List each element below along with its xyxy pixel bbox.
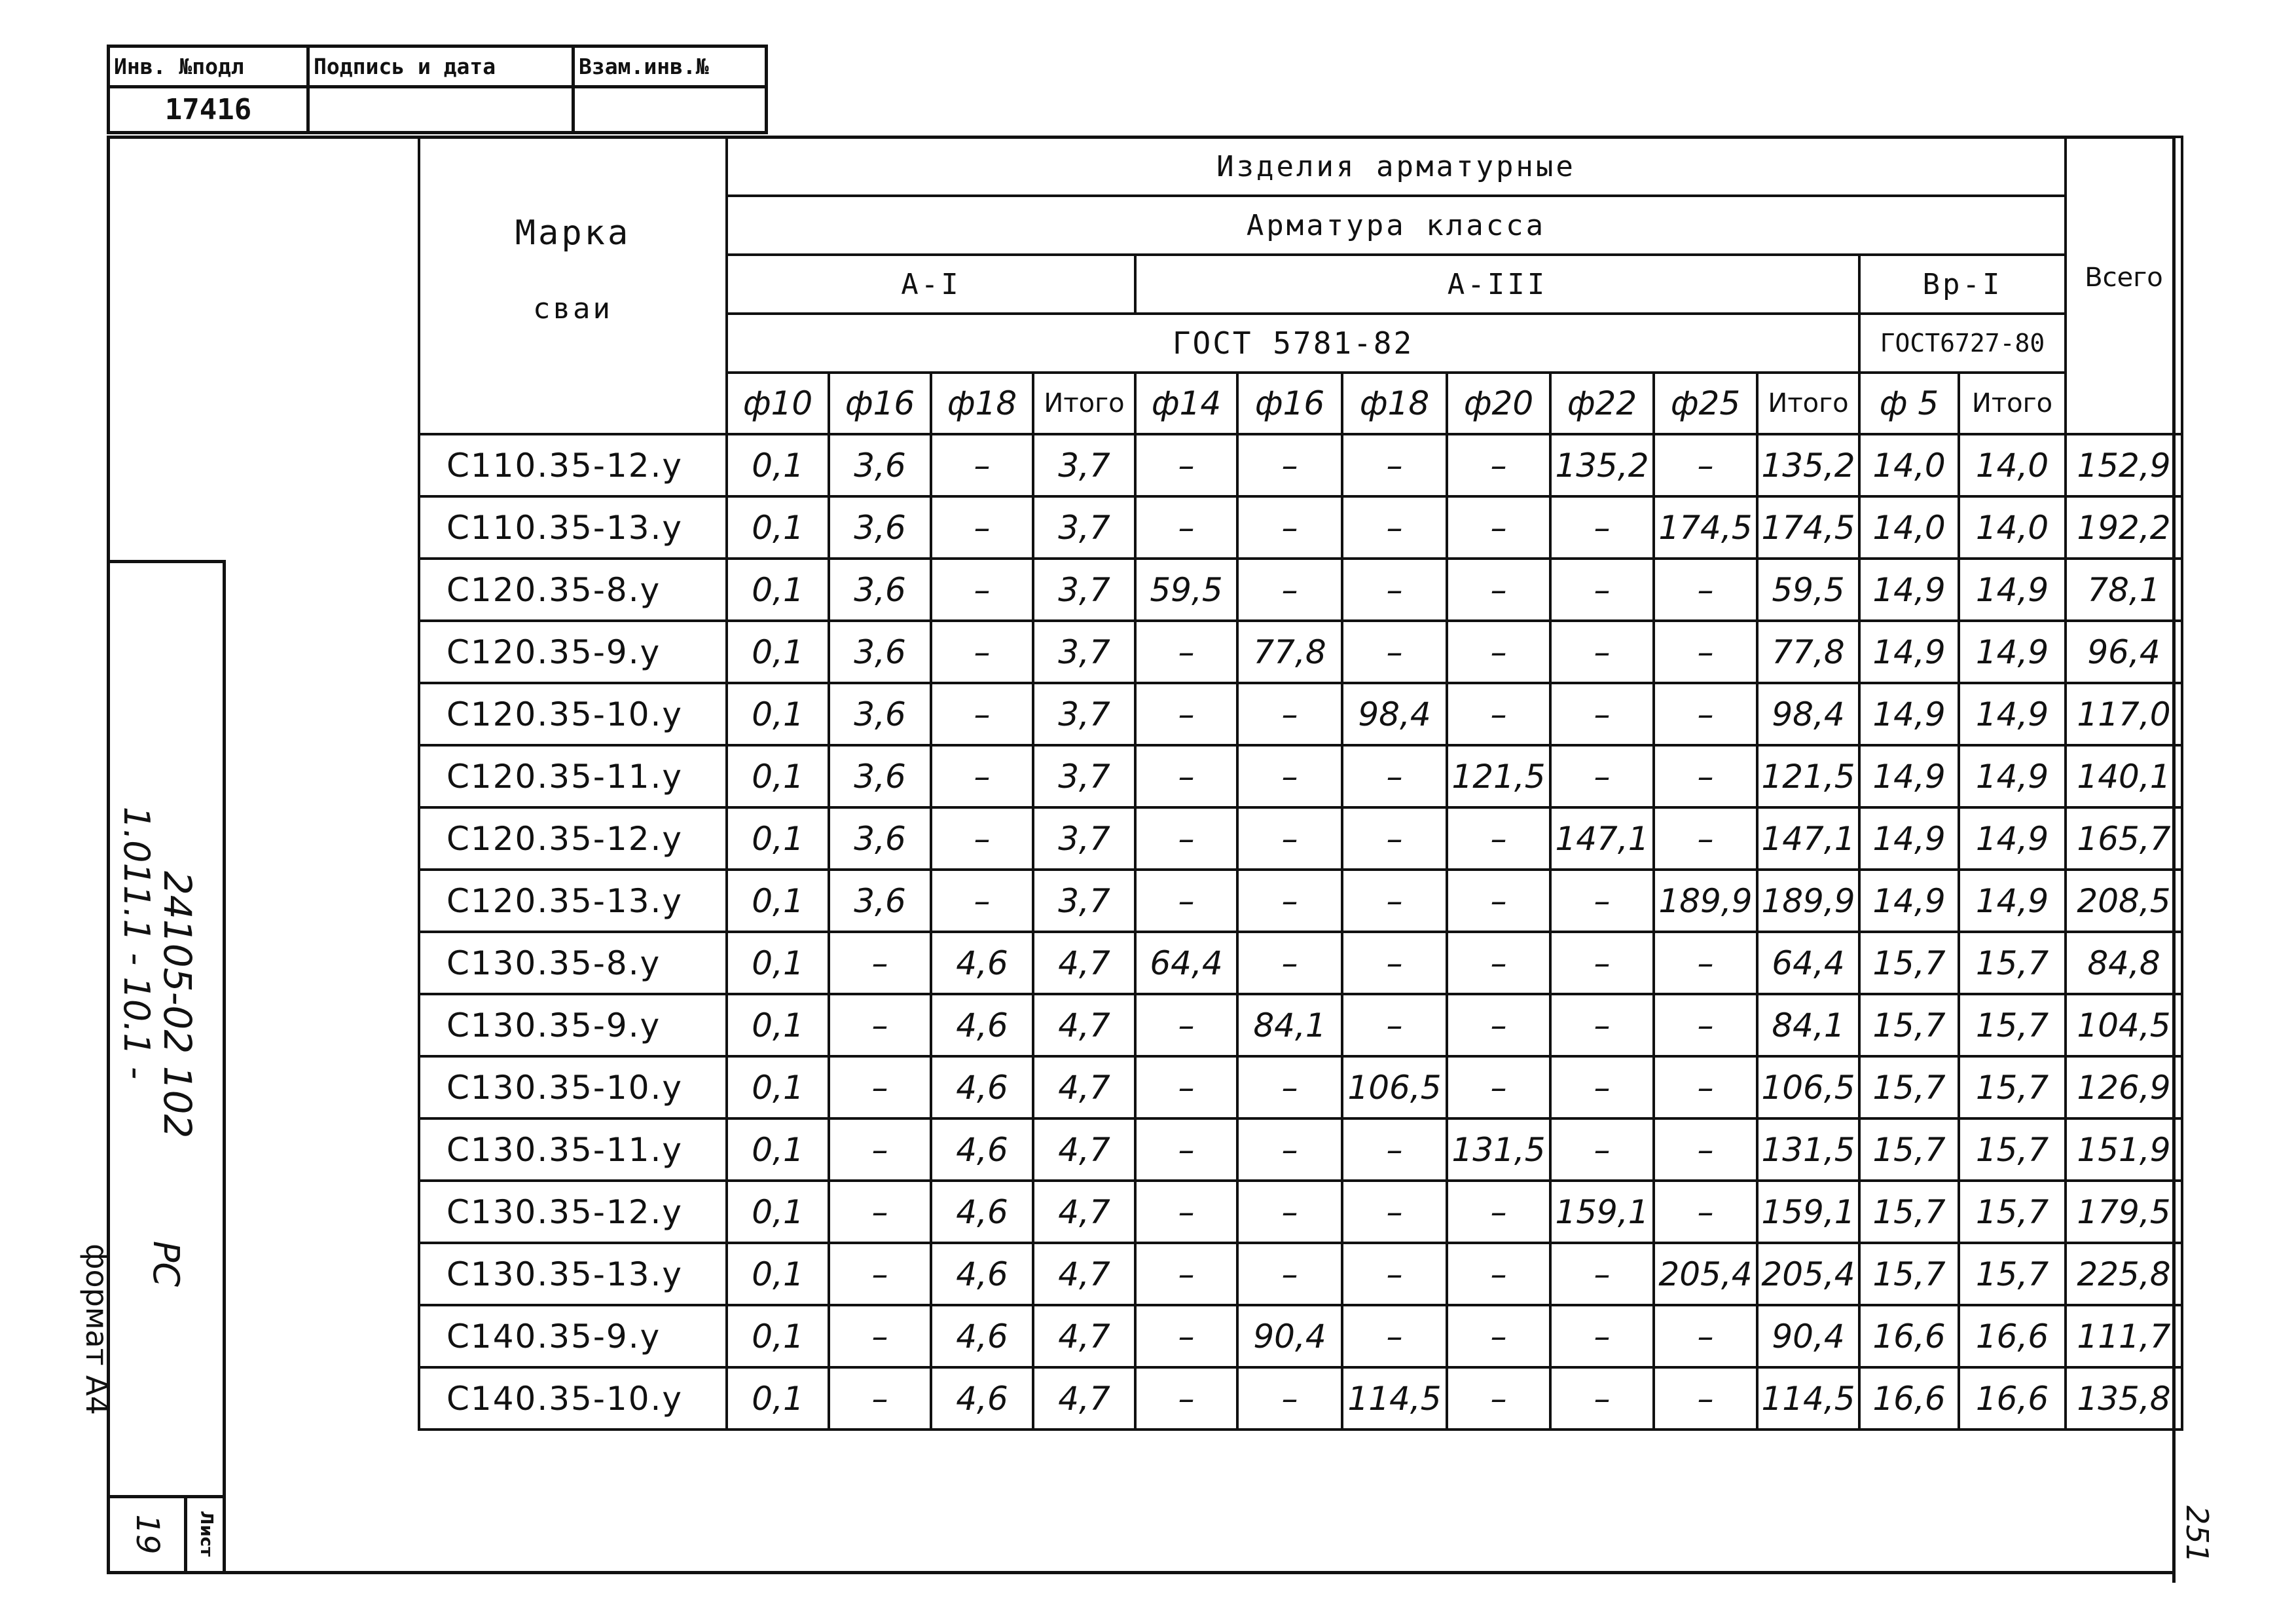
value-cell: – bbox=[1654, 559, 1757, 621]
value-cell: – bbox=[1135, 621, 1237, 683]
value-cell: – bbox=[1447, 994, 1550, 1056]
value-cell: 4,6 bbox=[931, 1181, 1033, 1243]
value-cell: 14,9 bbox=[1959, 683, 2066, 745]
value-cell: – bbox=[1237, 870, 1342, 932]
diameter-header: ф14 bbox=[1135, 373, 1237, 434]
value-cell: 159,1 bbox=[1550, 1181, 1654, 1243]
diameter-header: Итого bbox=[1757, 373, 1859, 434]
value-cell: 14,9 bbox=[1859, 807, 1959, 870]
value-cell: 15,7 bbox=[1959, 1181, 2066, 1243]
value-cell: – bbox=[1550, 1367, 1654, 1430]
value-cell: – bbox=[1654, 807, 1757, 870]
value-cell: – bbox=[1550, 1305, 1654, 1367]
value-cell: 90,4 bbox=[1757, 1305, 1859, 1367]
value-cell: 3,7 bbox=[1033, 621, 1135, 683]
value-cell: – bbox=[829, 1181, 931, 1243]
value-cell: – bbox=[1135, 745, 1237, 807]
side-rc: РС bbox=[145, 1240, 187, 1287]
value-cell: – bbox=[829, 1305, 931, 1367]
value-cell: 4,7 bbox=[1033, 932, 1135, 994]
value-cell: – bbox=[1654, 994, 1757, 1056]
value-cell: – bbox=[1135, 1367, 1237, 1430]
table-row bbox=[419, 683, 2182, 745]
value-cell: 16,6 bbox=[1959, 1367, 2066, 1430]
strip-inner-divider bbox=[184, 1495, 187, 1574]
value-cell: – bbox=[1447, 559, 1550, 621]
total-cell: 208,5 bbox=[2066, 870, 2182, 932]
value-cell: 147,1 bbox=[1757, 807, 1859, 870]
sheet-number: 19 bbox=[129, 1514, 166, 1555]
diameter-header: ф18 bbox=[931, 373, 1033, 434]
value-cell: 14,9 bbox=[1959, 621, 2066, 683]
pile-mark: С140.35-9.у bbox=[419, 1305, 727, 1367]
value-cell: 15,7 bbox=[1959, 1243, 2066, 1305]
value-cell: 0,1 bbox=[727, 1367, 829, 1430]
value-cell: 16,6 bbox=[1859, 1305, 1959, 1367]
table-row bbox=[419, 559, 2182, 621]
table-row bbox=[419, 1243, 2182, 1305]
value-cell: 174,5 bbox=[1654, 496, 1757, 559]
value-cell: – bbox=[1237, 1243, 1342, 1305]
value-cell: 0,1 bbox=[727, 1181, 829, 1243]
side-format: формат А4 bbox=[79, 1244, 115, 1415]
value-cell: 3,7 bbox=[1033, 496, 1135, 559]
value-cell: – bbox=[1447, 1305, 1550, 1367]
value-cell: – bbox=[1447, 1056, 1550, 1118]
value-cell: – bbox=[1654, 434, 1757, 496]
value-cell: 3,6 bbox=[829, 683, 931, 745]
value-cell: 15,7 bbox=[1859, 1118, 1959, 1181]
value-cell: 135,2 bbox=[1757, 434, 1859, 496]
diameter-header: ф18 bbox=[1342, 373, 1447, 434]
value-cell: 14,0 bbox=[1959, 496, 2066, 559]
value-cell: – bbox=[931, 683, 1033, 745]
value-cell: – bbox=[1447, 870, 1550, 932]
total-cell: 117,0 bbox=[2066, 683, 2182, 745]
value-cell: – bbox=[1342, 1181, 1447, 1243]
value-cell: 0,1 bbox=[727, 1305, 829, 1367]
class-a1: А-I bbox=[727, 255, 1135, 314]
value-cell: 0,1 bbox=[727, 683, 829, 745]
value-cell: 14,9 bbox=[1959, 870, 2066, 932]
value-cell: 205,4 bbox=[1757, 1243, 1859, 1305]
total-cell: 104,5 bbox=[2066, 994, 2182, 1056]
value-cell: – bbox=[1550, 932, 1654, 994]
value-cell: – bbox=[1342, 496, 1447, 559]
value-cell: – bbox=[1654, 1118, 1757, 1181]
value-cell: – bbox=[931, 496, 1033, 559]
value-cell: – bbox=[1135, 1181, 1237, 1243]
total-cell: 165,7 bbox=[2066, 807, 2182, 870]
diameter-header: ф10 bbox=[727, 373, 829, 434]
value-cell: 147,1 bbox=[1550, 807, 1654, 870]
value-cell: – bbox=[1654, 683, 1757, 745]
value-cell: 3,6 bbox=[829, 807, 931, 870]
value-cell: – bbox=[1550, 559, 1654, 621]
value-cell: – bbox=[1654, 1305, 1757, 1367]
value-cell: – bbox=[1135, 1118, 1237, 1181]
value-cell: – bbox=[1135, 1305, 1237, 1367]
replace-value bbox=[574, 87, 767, 133]
pile-mark: С120.35-9.у bbox=[419, 621, 727, 683]
value-cell: – bbox=[1550, 870, 1654, 932]
value-cell: – bbox=[1447, 1243, 1550, 1305]
value-cell: 14,9 bbox=[1859, 870, 1959, 932]
value-cell: 0,1 bbox=[727, 1243, 829, 1305]
value-cell: 3,6 bbox=[829, 621, 931, 683]
value-cell: 16,6 bbox=[1959, 1305, 2066, 1367]
class-a3: А-III bbox=[1135, 255, 1859, 314]
value-cell: – bbox=[1135, 434, 1237, 496]
diameter-header: ф16 bbox=[829, 373, 931, 434]
value-cell: – bbox=[1135, 1243, 1237, 1305]
pile-mark: С140.35-10.у bbox=[419, 1367, 727, 1430]
table-row bbox=[419, 1056, 2182, 1118]
pile-mark: С130.35-10.у bbox=[419, 1056, 727, 1118]
pile-mark: С130.35-11.у bbox=[419, 1118, 727, 1181]
mark-header bbox=[419, 137, 727, 434]
value-cell: – bbox=[1342, 559, 1447, 621]
inv-label: Инв. №подл bbox=[109, 46, 308, 87]
table-row bbox=[419, 994, 2182, 1056]
value-cell: – bbox=[829, 1118, 931, 1181]
value-cell: – bbox=[1654, 932, 1757, 994]
value-cell: – bbox=[1237, 1181, 1342, 1243]
diameter-header: ф20 bbox=[1447, 373, 1550, 434]
value-cell: 4,7 bbox=[1033, 1243, 1135, 1305]
table-row bbox=[419, 870, 2182, 932]
pile-mark: С120.35-13.у bbox=[419, 870, 727, 932]
value-cell: – bbox=[829, 994, 931, 1056]
inventory-stamp bbox=[107, 45, 768, 134]
value-cell: – bbox=[1654, 1367, 1757, 1430]
class-header: Арматура класса bbox=[727, 196, 2066, 255]
value-cell: – bbox=[1447, 496, 1550, 559]
value-cell: 0,1 bbox=[727, 434, 829, 496]
table-row bbox=[419, 621, 2182, 683]
value-cell: 15,7 bbox=[1959, 932, 2066, 994]
value-cell: – bbox=[1342, 1243, 1447, 1305]
value-cell: – bbox=[1342, 1118, 1447, 1181]
value-cell: 77,8 bbox=[1757, 621, 1859, 683]
pile-mark: С130.35-8.у bbox=[419, 932, 727, 994]
value-cell: 15,7 bbox=[1959, 994, 2066, 1056]
value-cell: – bbox=[1135, 1056, 1237, 1118]
value-cell: 14,0 bbox=[1859, 496, 1959, 559]
value-cell: 3,7 bbox=[1033, 434, 1135, 496]
table-row bbox=[419, 807, 2182, 870]
value-cell: 131,5 bbox=[1447, 1118, 1550, 1181]
value-cell: 114,5 bbox=[1757, 1367, 1859, 1430]
value-cell: 121,5 bbox=[1447, 745, 1550, 807]
value-cell: 4,6 bbox=[931, 1056, 1033, 1118]
pile-mark: С120.35-11.у bbox=[419, 745, 727, 807]
pile-mark: С130.35-9.у bbox=[419, 994, 727, 1056]
value-cell: – bbox=[1550, 1056, 1654, 1118]
value-cell: 84,1 bbox=[1757, 994, 1859, 1056]
diameter-header: ф16 bbox=[1237, 373, 1342, 434]
value-cell: 15,7 bbox=[1859, 994, 1959, 1056]
value-cell: – bbox=[1342, 932, 1447, 994]
total-cell: 111,7 bbox=[2066, 1305, 2182, 1367]
table-row bbox=[419, 745, 2182, 807]
value-cell: – bbox=[1550, 621, 1654, 683]
table-row bbox=[419, 434, 2182, 496]
value-cell: 4,7 bbox=[1033, 1305, 1135, 1367]
value-cell: 59,5 bbox=[1135, 559, 1237, 621]
value-cell: 3,7 bbox=[1033, 870, 1135, 932]
value-cell: 98,4 bbox=[1342, 683, 1447, 745]
mark-header-line1: Марка bbox=[515, 213, 631, 253]
value-cell: – bbox=[931, 745, 1033, 807]
value-cell: 0,1 bbox=[727, 1118, 829, 1181]
value-cell: – bbox=[1550, 1243, 1654, 1305]
diameter-header: Итого bbox=[1959, 373, 2066, 434]
value-cell: 14,9 bbox=[1959, 559, 2066, 621]
value-cell: 14,0 bbox=[1859, 434, 1959, 496]
value-cell: – bbox=[1447, 434, 1550, 496]
value-cell: – bbox=[1654, 745, 1757, 807]
value-cell: 4,6 bbox=[931, 1243, 1033, 1305]
pile-mark: С120.35-10.у bbox=[419, 683, 727, 745]
total-cell: 135,8 bbox=[2066, 1367, 2182, 1430]
value-cell: – bbox=[1237, 1118, 1342, 1181]
value-cell: 0,1 bbox=[727, 994, 829, 1056]
value-cell: – bbox=[1342, 745, 1447, 807]
total-cell: 140,1 bbox=[2066, 745, 2182, 807]
sign-label: Подпись и дата bbox=[308, 46, 574, 87]
value-cell: 106,5 bbox=[1757, 1056, 1859, 1118]
value-cell: 15,7 bbox=[1859, 1243, 1959, 1305]
value-cell: 3,6 bbox=[829, 870, 931, 932]
value-cell: 14,9 bbox=[1859, 621, 1959, 683]
value-cell: – bbox=[931, 621, 1033, 683]
value-cell: 15,7 bbox=[1959, 1118, 2066, 1181]
table-row bbox=[419, 1367, 2182, 1430]
value-cell: – bbox=[1654, 621, 1757, 683]
value-cell: – bbox=[1237, 1367, 1342, 1430]
diameter-header: ф22 bbox=[1550, 373, 1654, 434]
table-row bbox=[419, 932, 2182, 994]
gost-main: ГОСТ 5781-82 bbox=[727, 314, 1859, 373]
value-cell: – bbox=[1447, 683, 1550, 745]
value-cell: – bbox=[829, 1243, 931, 1305]
diameter-header: ф 5 bbox=[1859, 373, 1959, 434]
value-cell: 4,6 bbox=[931, 1367, 1033, 1430]
value-cell: 174,5 bbox=[1757, 496, 1859, 559]
value-cell: – bbox=[1342, 434, 1447, 496]
value-cell: – bbox=[931, 870, 1033, 932]
value-cell: – bbox=[1447, 1181, 1550, 1243]
value-cell: – bbox=[1550, 1118, 1654, 1181]
value-cell: – bbox=[829, 932, 931, 994]
table-row bbox=[419, 1181, 2182, 1243]
value-cell: 3,7 bbox=[1033, 807, 1135, 870]
value-cell: – bbox=[829, 1367, 931, 1430]
value-cell: – bbox=[1654, 1056, 1757, 1118]
value-cell: 77,8 bbox=[1237, 621, 1342, 683]
value-cell: – bbox=[1342, 870, 1447, 932]
total-cell: 192,2 bbox=[2066, 496, 2182, 559]
value-cell: 14,9 bbox=[1859, 559, 1959, 621]
pile-mark: С130.35-12.у bbox=[419, 1181, 727, 1243]
pile-mark: С120.35-12.у bbox=[419, 807, 727, 870]
value-cell: – bbox=[1237, 1056, 1342, 1118]
table-row bbox=[419, 1118, 2182, 1181]
total-cell: 84,8 bbox=[2066, 932, 2182, 994]
value-cell: 131,5 bbox=[1757, 1118, 1859, 1181]
value-cell: 3,7 bbox=[1033, 559, 1135, 621]
value-cell: – bbox=[1342, 621, 1447, 683]
products-header: Изделия арматурные bbox=[727, 137, 2066, 196]
value-cell: 0,1 bbox=[727, 559, 829, 621]
value-cell: – bbox=[1447, 932, 1550, 994]
value-cell: 0,1 bbox=[727, 870, 829, 932]
value-cell: 114,5 bbox=[1342, 1367, 1447, 1430]
value-cell: – bbox=[1135, 807, 1237, 870]
value-cell: – bbox=[1135, 994, 1237, 1056]
value-cell: – bbox=[1550, 496, 1654, 559]
value-cell: – bbox=[931, 807, 1033, 870]
value-cell: 0,1 bbox=[727, 621, 829, 683]
value-cell: – bbox=[1237, 745, 1342, 807]
value-cell: 4,7 bbox=[1033, 1367, 1135, 1430]
pile-mark: С110.35-12.у bbox=[419, 434, 727, 496]
mark-header-line2: сваи bbox=[533, 292, 613, 325]
value-cell: – bbox=[829, 1056, 931, 1118]
value-cell: 14,9 bbox=[1859, 745, 1959, 807]
value-cell: 59,5 bbox=[1757, 559, 1859, 621]
value-cell: – bbox=[931, 434, 1033, 496]
value-cell: 4,7 bbox=[1033, 994, 1135, 1056]
total-cell: 225,8 bbox=[2066, 1243, 2182, 1305]
pile-mark: С120.35-8.у bbox=[419, 559, 727, 621]
value-cell: – bbox=[1135, 683, 1237, 745]
value-cell: – bbox=[1342, 1305, 1447, 1367]
value-cell: 15,7 bbox=[1959, 1056, 2066, 1118]
value-cell: 0,1 bbox=[727, 807, 829, 870]
value-cell: – bbox=[1342, 994, 1447, 1056]
reinforcement-table bbox=[418, 136, 2183, 1431]
value-cell: – bbox=[1447, 807, 1550, 870]
value-cell: 0,1 bbox=[727, 745, 829, 807]
value-cell: – bbox=[931, 559, 1033, 621]
total-cell: 78,1 bbox=[2066, 559, 2182, 621]
value-cell: 3,6 bbox=[829, 496, 931, 559]
value-cell: 14,9 bbox=[1959, 745, 2066, 807]
table-row bbox=[419, 1305, 2182, 1367]
page-number: 251 bbox=[2179, 1505, 2215, 1563]
value-cell: – bbox=[1550, 745, 1654, 807]
value-cell: 4,6 bbox=[931, 932, 1033, 994]
inv-value: 17416 bbox=[109, 87, 308, 133]
value-cell: 106,5 bbox=[1342, 1056, 1447, 1118]
replace-label: Взам.инв.№ bbox=[574, 46, 767, 87]
side-code: 24105-02 102 bbox=[155, 871, 200, 1139]
value-cell: 15,7 bbox=[1859, 932, 1959, 994]
total-cell: 96,4 bbox=[2066, 621, 2182, 683]
value-cell: 189,9 bbox=[1654, 870, 1757, 932]
value-cell: 64,4 bbox=[1757, 932, 1859, 994]
value-cell: – bbox=[1654, 1181, 1757, 1243]
value-cell: 16,6 bbox=[1859, 1367, 1959, 1430]
value-cell: 0,1 bbox=[727, 1056, 829, 1118]
value-cell: 90,4 bbox=[1237, 1305, 1342, 1367]
gost-bp: ГОСТ6727-80 bbox=[1859, 314, 2066, 373]
sheet-label: Лист bbox=[196, 1510, 216, 1557]
value-cell: 3,6 bbox=[829, 745, 931, 807]
value-cell: 15,7 bbox=[1859, 1056, 1959, 1118]
value-cell: 4,6 bbox=[931, 1305, 1033, 1367]
value-cell: – bbox=[1135, 870, 1237, 932]
class-bp1: Вр-I bbox=[1859, 255, 2066, 314]
diameter-header: ф25 bbox=[1654, 373, 1757, 434]
value-cell: – bbox=[1135, 496, 1237, 559]
value-cell: – bbox=[1237, 559, 1342, 621]
sign-value bbox=[308, 87, 574, 133]
value-cell: – bbox=[1342, 807, 1447, 870]
value-cell: 15,7 bbox=[1859, 1181, 1959, 1243]
value-cell: 4,6 bbox=[931, 1118, 1033, 1181]
value-cell: – bbox=[1237, 434, 1342, 496]
value-cell: – bbox=[1447, 621, 1550, 683]
value-cell: 14,9 bbox=[1959, 807, 2066, 870]
diameter-header: Итого bbox=[1033, 373, 1135, 434]
total-cell: 126,9 bbox=[2066, 1056, 2182, 1118]
total-cell: 151,9 bbox=[2066, 1118, 2182, 1181]
value-cell: 3,6 bbox=[829, 434, 931, 496]
value-cell: 3,6 bbox=[829, 559, 931, 621]
value-cell: – bbox=[1237, 807, 1342, 870]
strip-divider bbox=[107, 1495, 226, 1498]
value-cell: 64,4 bbox=[1135, 932, 1237, 994]
value-cell: 159,1 bbox=[1757, 1181, 1859, 1243]
total-header: Всего bbox=[2066, 137, 2182, 434]
total-cell: 152,9 bbox=[2066, 434, 2182, 496]
value-cell: 14,0 bbox=[1959, 434, 2066, 496]
value-cell: 84,1 bbox=[1237, 994, 1342, 1056]
value-cell: – bbox=[1237, 683, 1342, 745]
value-cell: 4,6 bbox=[931, 994, 1033, 1056]
value-cell: 135,2 bbox=[1550, 434, 1654, 496]
value-cell: 4,7 bbox=[1033, 1181, 1135, 1243]
value-cell: – bbox=[1550, 683, 1654, 745]
value-cell: 98,4 bbox=[1757, 683, 1859, 745]
value-cell: 205,4 bbox=[1654, 1243, 1757, 1305]
value-cell: – bbox=[1550, 994, 1654, 1056]
value-cell: 121,5 bbox=[1757, 745, 1859, 807]
pile-mark: С110.35-13.у bbox=[419, 496, 727, 559]
value-cell: 0,1 bbox=[727, 932, 829, 994]
value-cell: 4,7 bbox=[1033, 1118, 1135, 1181]
side-doc-number: 1.011.1 - 10.1 - bbox=[116, 806, 157, 1080]
total-cell: 179,5 bbox=[2066, 1181, 2182, 1243]
value-cell: – bbox=[1237, 496, 1342, 559]
value-cell: 0,1 bbox=[727, 496, 829, 559]
value-cell: 4,7 bbox=[1033, 1056, 1135, 1118]
value-cell: 3,7 bbox=[1033, 683, 1135, 745]
value-cell: – bbox=[1237, 932, 1342, 994]
table-row bbox=[419, 496, 2182, 559]
value-cell: 14,9 bbox=[1859, 683, 1959, 745]
pile-mark: С130.35-13.у bbox=[419, 1243, 727, 1305]
value-cell: 3,7 bbox=[1033, 745, 1135, 807]
value-cell: 189,9 bbox=[1757, 870, 1859, 932]
value-cell: – bbox=[1447, 1367, 1550, 1430]
